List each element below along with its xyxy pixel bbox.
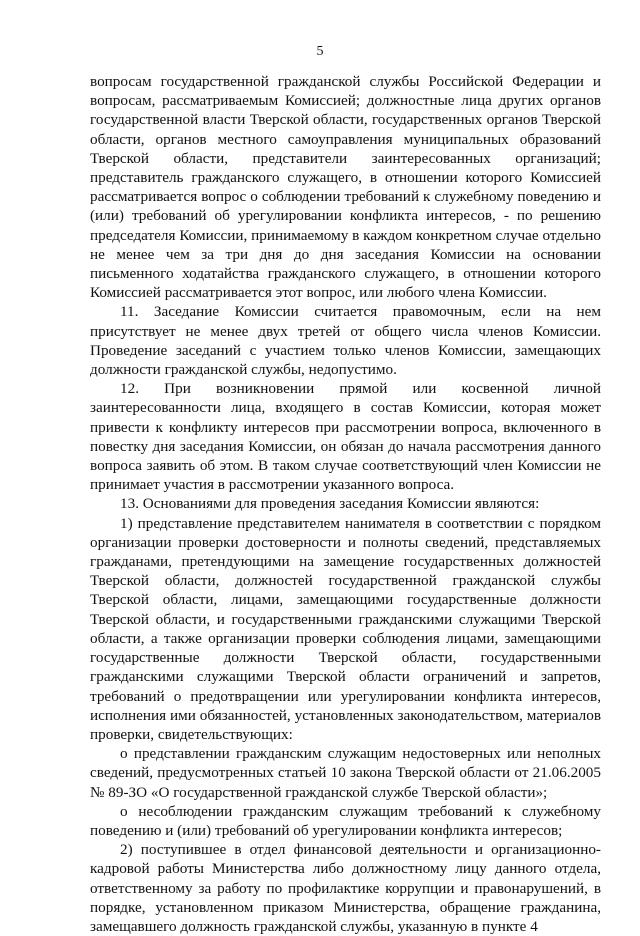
paragraph-continuation: вопросам государственной гражданской службы Российской Федерации и вопросам, рассматриваемым Комиссией; должностные лица других органов государственной власти Тверской области, государственных органов Тверской области, органов местного самоуправления муниципальных образований Тверской области, представители заинтересованных организаций; представитель гражданского служащего, в отношении которого Комиссией рассматривается вопрос о соблюдении требований к служебному поведению и (или) требований об урегулировании конфликта интересов, - по решению председателя Комиссии, принимаемому в каждом конкретном случае отдельно не менее чем за три дня до дня заседания Комиссии на основании письменного ходатайства гражданского служащего, в отношении которого Комиссией рассматривается этот вопрос, или любого члена Комиссии. xyxy=(90,73,601,302)
document-body xyxy=(90,72,601,936)
page-number: 5 xyxy=(316,44,324,59)
paragraph-subitem-1-a: о представлении гражданским служащим недостоверных или неполных сведений, предусмотренных статьей 10 закона Тверской области от 21.06.2005 № 89-ЗО «О государственной гражданской службе Тверской области»; xyxy=(90,745,601,801)
paragraph-subitem-2: 2) поступившее в отдел финансовой деятельности и организационно-кадровой работы Министерства либо должностному лицу данного отдела, ответственному за работу по профилактике коррупции и правонарушений, в порядке, установленном приказом Министерства, обращение гражданина, замещавшего должность гражданской службы, указанную в пункте 4 xyxy=(90,841,601,935)
paragraph-item-11: 11. Заседание Комиссии считается правомочным, если на нем присутствует не менее двух третей от общего числа членов Комиссии. Проведение заседаний с участием только членов Комиссии, замещающих должности гражданской службы, недопустимо. xyxy=(90,303,601,379)
paragraph-subitem-1: 1) представление представителем нанимателя в соответствии с порядком организации проверки достоверности и полноты сведений, представляемых гражданами, претендующими на замещение государственных должностей Тверской области, должностей государственной гражданской службы Тверской области, лицами, замещающими государственные должности Тверской области, и государственными гражданскими служащими Тверской области, а также организации проверки соблюдения лицами, замещающими государственные должности Тверской области, государственными гражданскими служащими Тверской области ограничений и запретов, требований о предотвращении или урегулировании конфликта интересов, исполнения ими обязанностей, установленных законодательством, материалов проверки, свидетельствующих: xyxy=(90,514,601,743)
paragraph-item-12: 12. При возникновении прямой или косвенной личной заинтересованности лица, входящего в состав Комиссии, которая может привести к конфликту интересов при рассмотрении вопроса, включенного в повестку дня заседания Комиссии, он обязан до начала рассмотрения данного вопроса заявить об этом. В таком случае соответствующий член Комиссии не принимает участия в рассмотрении указанного вопроса. xyxy=(90,380,601,494)
paragraph-item-13: 13. Основаниями для проведения заседания Комиссии являются: xyxy=(120,495,540,513)
paragraph-subitem-1-b: о несоблюдении гражданским служащим требований к служебному поведению и (или) требований об урегулировании конфликта интересов; xyxy=(90,802,601,839)
